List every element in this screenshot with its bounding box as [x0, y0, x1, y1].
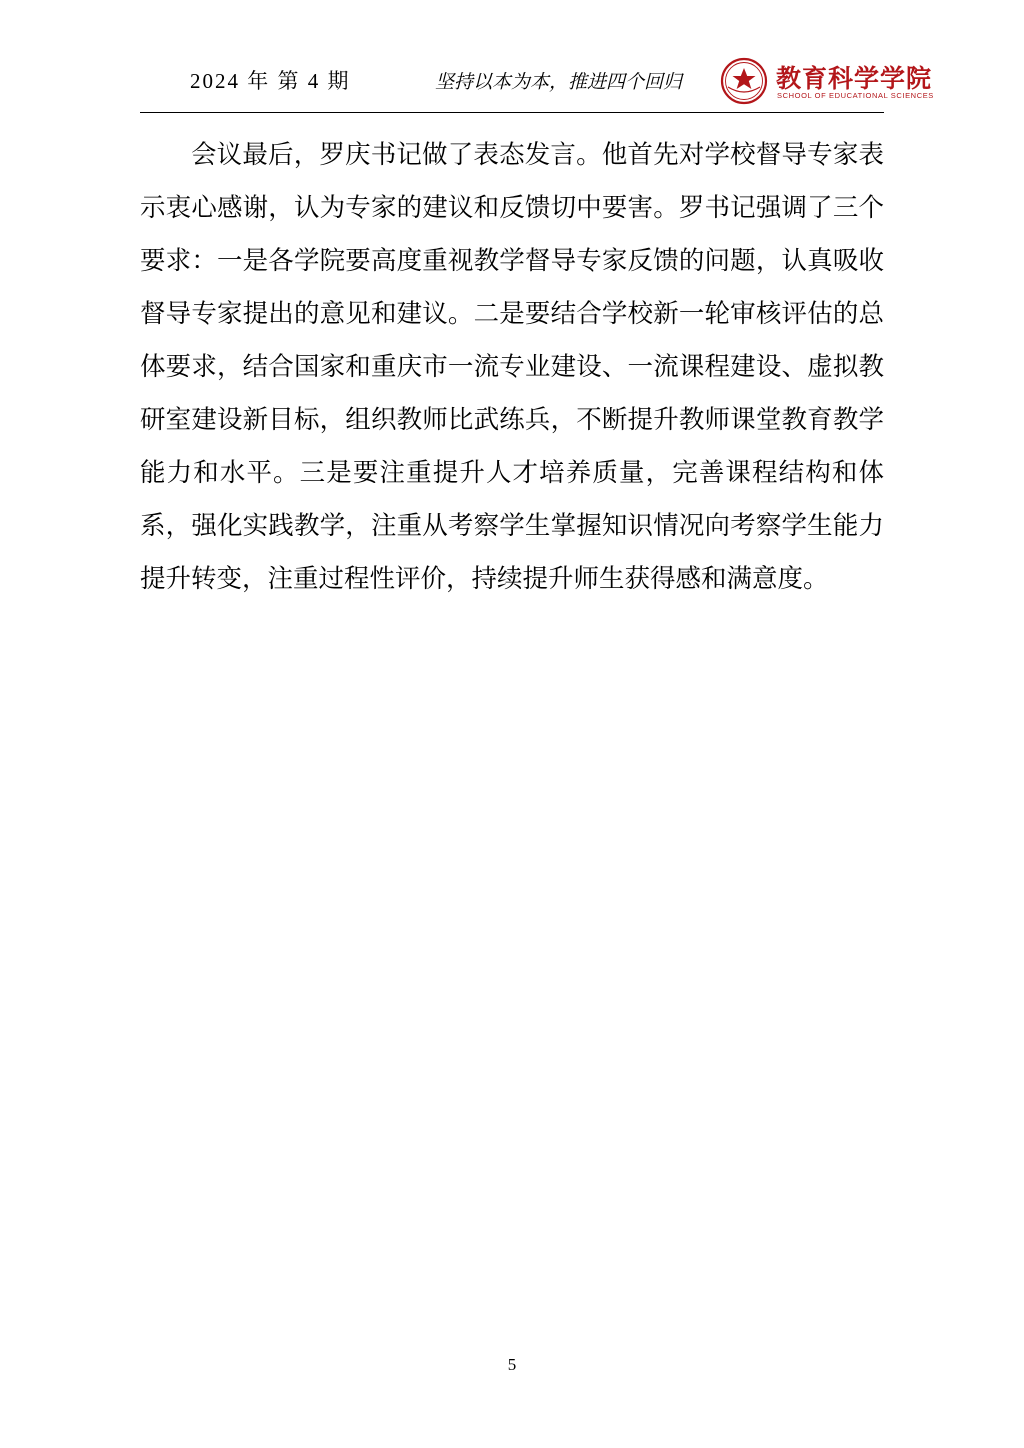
- page-header: [140, 55, 934, 113]
- header-divider: [140, 112, 884, 113]
- school-logo: [720, 55, 934, 111]
- school-name-cn: 教育科学学院: [776, 66, 933, 93]
- page-number: 5: [507, 1355, 517, 1374]
- running-title: 坚持以本为本，推进四个回归: [435, 71, 683, 93]
- school-emblem-icon: [720, 57, 768, 105]
- school-name-en: SCHOOL OF EDUCATIONAL SCIENCES: [777, 91, 934, 100]
- issue-label: 2024 年 第 4 期: [190, 69, 351, 93]
- body-paragraph: 会议最后，罗庆书记做了表态发言。他首先对学校督导专家表示衷心感谢，认为专家的建议和反馈切中要害。罗书记强调了三个要求：一是各学院要高度重视教学督导专家反馈的问题，认真吸收督导专家提出的意见和建议。二是要结合学校新一轮审核评估的总体要求，结合国家和重庆市一流专业建设、一流课程建设、虚拟教研室建设新目标，组织教师比武练兵，不断提升教师课堂教育教学能力和水平。三是要注重提升人才培养质量，完善课程结构和体系，强化实践教学，注重从考察学生掌握知识情况向考察学生能力提升转变，注重过程性评价，持续提升师生获得感和满意度。: [140, 140, 884, 593]
